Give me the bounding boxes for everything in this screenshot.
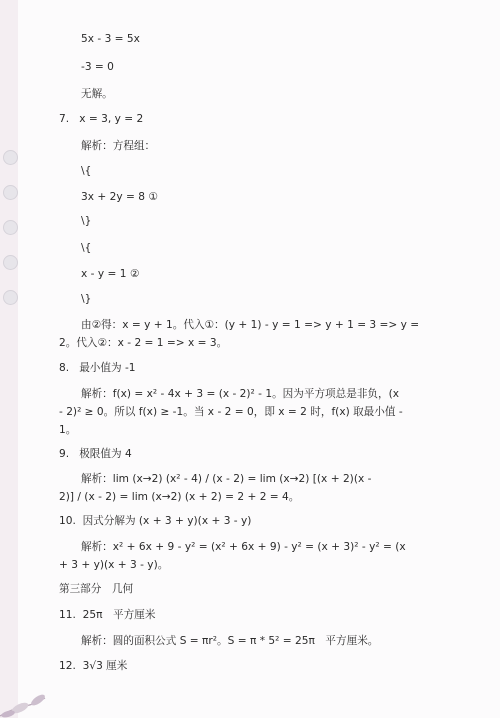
binder-holes bbox=[0, 0, 18, 718]
floral-decoration-icon bbox=[0, 678, 80, 718]
answer-12: 12. 3√3 厘米 bbox=[59, 660, 128, 672]
text-line: 解析：圆的面积公式 S = πr²。S = π * 5² = 25π 平方厘米。 bbox=[81, 635, 379, 647]
text-line: 由②得：x = y + 1。代入①：(y + 1) - y = 1 => y + 1 = 3 => y = bbox=[81, 319, 420, 331]
text-line: 解析：lim (x→2) (x² - 4) / (x - 2) = lim (x→2) [(x + 2)(x - bbox=[81, 473, 372, 485]
text-line: + 3 + y)(x + 3 - y)。 bbox=[59, 559, 169, 571]
text-line: 2)] / (x - 2) = lim (x→2) (x + 2) = 2 + 2 = 4。 bbox=[59, 491, 300, 503]
text-line: - 2)² ≥ 0。所以 f(x) ≥ -1。当 x - 2 = 0，即 x = 2 时，f(x) 取最小值 - bbox=[59, 406, 403, 418]
answer-7: 7. x = 3, y = 2 bbox=[59, 113, 144, 125]
text-line: 解析：x² + 6x + 9 - y² = (x² + 6x + 9) - y² = (x + 3)² - y² = (x bbox=[81, 541, 406, 553]
text-line: 解析：f(x) = x² - 4x + 3 = (x - 2)² - 1。因为平方项总是非负，(x bbox=[81, 388, 400, 400]
text-line: x - y = 1 ② bbox=[81, 268, 140, 280]
text-line: 解析：方程组： bbox=[81, 140, 156, 152]
text-line: \} bbox=[81, 293, 92, 305]
text-line: \{ bbox=[81, 165, 92, 177]
text-line: 1。 bbox=[59, 424, 77, 436]
answer-11: 11. 25π 平方厘米 bbox=[59, 609, 156, 621]
binder-hole bbox=[3, 185, 18, 200]
text-line: -3 = 0 bbox=[81, 61, 114, 73]
text-line: 2。代入②：x - 2 = 1 => x = 3。 bbox=[59, 337, 228, 349]
text-line: 5x - 3 = 5x bbox=[81, 33, 140, 45]
text-line: 3x + 2y = 8 ① bbox=[81, 191, 158, 203]
binder-hole bbox=[3, 150, 18, 165]
text-line: \{ bbox=[81, 242, 92, 254]
binder-hole bbox=[3, 255, 18, 270]
binder-hole bbox=[3, 290, 18, 305]
binder-hole bbox=[3, 220, 18, 235]
section-heading: 第三部分 几何 bbox=[59, 583, 134, 595]
text-line: 无解。 bbox=[81, 88, 113, 100]
answer-9: 9. 极限值为 4 bbox=[59, 448, 132, 460]
text-line: \} bbox=[81, 215, 92, 227]
answer-8: 8. 最小值为 -1 bbox=[59, 362, 136, 374]
answer-10: 10. 因式分解为 (x + 3 + y)(x + 3 - y) bbox=[59, 515, 252, 527]
